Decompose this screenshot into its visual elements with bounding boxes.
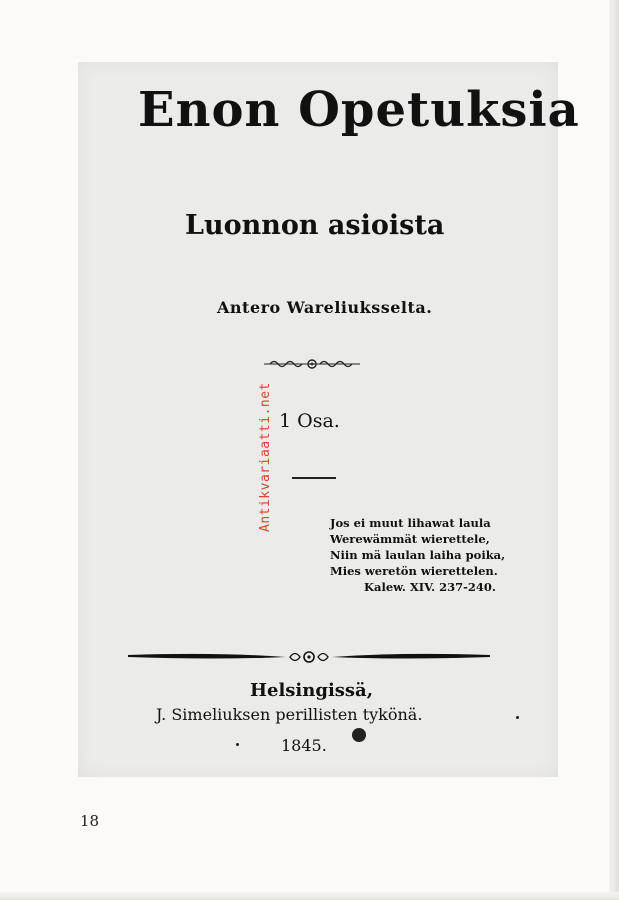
imprint-year: 1845. bbox=[281, 736, 327, 755]
verse-citation: Kalew. XIV. 237-240. bbox=[364, 580, 496, 594]
short-rule bbox=[292, 477, 336, 479]
ornament-rule-large bbox=[126, 646, 492, 668]
verse-line: Jos ei muut lihawat laula bbox=[330, 516, 491, 530]
verse-line: Mies weretön wierettelen. bbox=[330, 564, 498, 578]
ink-speck bbox=[236, 743, 239, 746]
imprint-city: Helsingissä, bbox=[250, 680, 373, 701]
ink-speck bbox=[516, 716, 519, 719]
page-number: 18 bbox=[80, 812, 100, 830]
page-bottom-edge bbox=[0, 892, 619, 900]
book-author: Antero Wareliuksselta. bbox=[217, 298, 433, 317]
epigraph-verse bbox=[330, 515, 505, 595]
watermark: Antikvariaatti.net bbox=[258, 382, 273, 532]
page-edge bbox=[609, 0, 619, 900]
part-label: 1 Osa. bbox=[279, 410, 340, 432]
imprint-printer: J. Simeliuksen perillisten tykönä. bbox=[156, 705, 423, 724]
book-title: Enon Opetuksia bbox=[138, 82, 580, 138]
verse-line: Niin mä laulan laiha poika, bbox=[330, 548, 506, 562]
ornament-small bbox=[262, 357, 362, 371]
ink-blot bbox=[352, 728, 366, 742]
verse-line: Werewämmät wierettele, bbox=[330, 532, 490, 546]
book-subtitle: Luonnon asioista bbox=[185, 210, 445, 241]
